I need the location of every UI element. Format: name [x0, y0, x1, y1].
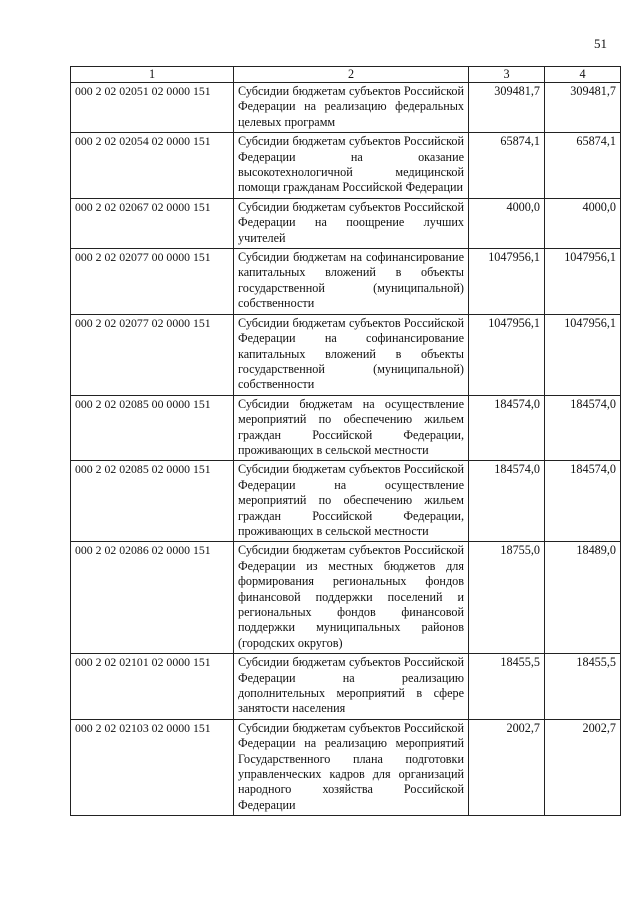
amount-col3: 18755,0	[469, 542, 545, 654]
table-row	[71, 249, 621, 315]
budget-code: 000 2 02 02077 00 0000 151	[71, 249, 234, 315]
amount-col4: 18455,5	[545, 654, 621, 720]
budget-table	[70, 66, 621, 816]
column-header: 4	[545, 67, 621, 83]
budget-code: 000 2 02 02051 02 0000 151	[71, 83, 234, 133]
table-row	[71, 395, 621, 461]
amount-col3: 309481,7	[469, 83, 545, 133]
budget-code: 000 2 02 02077 02 0000 151	[71, 314, 234, 395]
item-description: Субсидии бюджетам субъектов Российской Федерации из местных бюджетов для формирования региональных фондов финансовой поддержки поселений и региональных фондов финансовой поддержки муниципальных районов (городских округов)	[234, 542, 469, 654]
item-description: Субсидии бюджетам субъектов Российской Федерации на софинансирование капитальных вложений в объекты государственной (муниципальной) собственности	[234, 314, 469, 395]
table-row	[71, 314, 621, 395]
item-description: Субсидии бюджетам субъектов Российской Федерации на реализацию мероприятий Государственного плана подготовки управленческих кадров для организаций народного хозяйства Российской Федерации	[234, 719, 469, 815]
column-header: 1	[71, 67, 234, 83]
amount-col4: 1047956,1	[545, 314, 621, 395]
budget-code: 000 2 02 02103 02 0000 151	[71, 719, 234, 815]
amount-col4: 309481,7	[545, 83, 621, 133]
table-row	[71, 542, 621, 654]
amount-col3: 4000,0	[469, 198, 545, 248]
table-header-row	[71, 67, 621, 83]
amount-col3: 1047956,1	[469, 314, 545, 395]
amount-col4: 1047956,1	[545, 249, 621, 315]
amount-col4: 184574,0	[545, 461, 621, 542]
item-description: Субсидии бюджетам субъектов Российской Федерации на оказание высокотехнологичной медицинской помощи гражданам Российской Федерации	[234, 133, 469, 199]
page-number: 51	[594, 36, 607, 51]
amount-col3: 1047956,1	[469, 249, 545, 315]
amount-col3: 65874,1	[469, 133, 545, 199]
item-description: Субсидии бюджетам субъектов Российской Федерации на реализацию федеральных целевых программ	[234, 83, 469, 133]
table-row	[71, 719, 621, 815]
table-row	[71, 461, 621, 542]
amount-col4: 184574,0	[545, 395, 621, 461]
amount-col3: 2002,7	[469, 719, 545, 815]
budget-code: 000 2 02 02054 02 0000 151	[71, 133, 234, 199]
item-description: Субсидии бюджетам субъектов Российской Федерации на реализацию дополнительных мероприятий в сфере занятости населения	[234, 654, 469, 720]
budget-code: 000 2 02 02101 02 0000 151	[71, 654, 234, 720]
amount-col3: 184574,0	[469, 461, 545, 542]
table-row	[71, 133, 621, 199]
table-row	[71, 654, 621, 720]
budget-code: 000 2 02 02086 02 0000 151	[71, 542, 234, 654]
table-row	[71, 83, 621, 133]
budget-code: 000 2 02 02067 02 0000 151	[71, 198, 234, 248]
budget-code: 000 2 02 02085 02 0000 151	[71, 461, 234, 542]
item-description: Субсидии бюджетам на осуществление мероприятий по обеспечению жильем граждан Российской Федерации, проживающих в сельской местности	[234, 395, 469, 461]
amount-col4: 65874,1	[545, 133, 621, 199]
table-row	[71, 198, 621, 248]
budget-code: 000 2 02 02085 00 0000 151	[71, 395, 234, 461]
amount-col4: 4000,0	[545, 198, 621, 248]
column-header: 2	[234, 67, 469, 83]
amount-col3: 184574,0	[469, 395, 545, 461]
item-description: Субсидии бюджетам на софинансирование капитальных вложений в объекты государственной (муниципальной) собственности	[234, 249, 469, 315]
item-description: Субсидии бюджетам субъектов Российской Федерации на поощрение лучших учителей	[234, 198, 469, 248]
column-header: 3	[469, 67, 545, 83]
amount-col4: 18489,0	[545, 542, 621, 654]
amount-col3: 18455,5	[469, 654, 545, 720]
amount-col4: 2002,7	[545, 719, 621, 815]
item-description: Субсидии бюджетам субъектов Российской Федерации на осуществление мероприятий по обеспечению жильем граждан Российской Федерации, проживающих в сельской местности	[234, 461, 469, 542]
